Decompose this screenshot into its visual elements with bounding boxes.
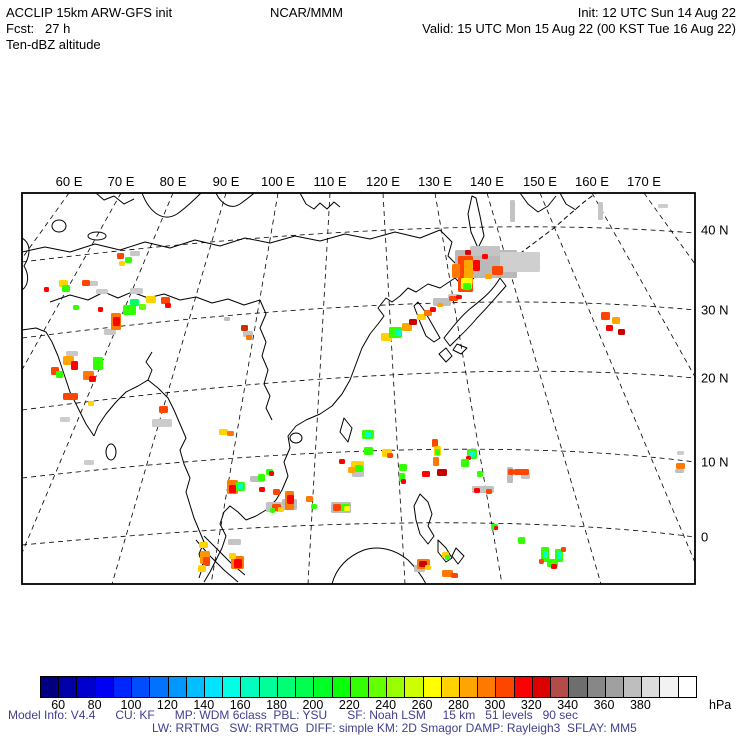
lon-label-100e: 100 E: [261, 174, 295, 189]
colorbar-cell-11: [240, 677, 258, 697]
parallel-0: [22, 523, 695, 545]
echo-blob: [113, 317, 120, 326]
echo-blob: [409, 319, 417, 325]
echo-blob: [445, 555, 450, 560]
model-info-line2: LW: RRTMG SW: RRTMG DIFF: simple KM: 2D Smagor DAMP: Rayleigh3 SFLAY: MM5: [152, 721, 637, 735]
meridian-60e: [0, 193, 69, 584]
colorbar-cell-35: [678, 677, 696, 697]
colorbar-cell-10: [222, 677, 240, 697]
echo-blob: [422, 471, 430, 477]
colorbar-cell-23: [459, 677, 477, 697]
echo-blob: [500, 252, 540, 272]
echo-blob: [432, 439, 438, 447]
echo-blob: [229, 553, 236, 559]
echo-blob: [130, 299, 139, 306]
echo-blob: [96, 289, 108, 294]
coast-sakhalin: [468, 196, 484, 248]
lon-label-150e: 150 E: [523, 174, 557, 189]
colorbar-tick-200: 200: [302, 698, 324, 712]
echo-blob: [601, 312, 610, 320]
coast-siberia-2: [216, 193, 254, 206]
echo-blob: [270, 508, 275, 513]
echo-blob: [387, 453, 393, 458]
echo-blob: [339, 459, 345, 464]
border-russia-china: [22, 230, 440, 252]
echo-blob: [430, 307, 436, 312]
echo-blob: [618, 329, 625, 335]
echo-blob: [241, 325, 248, 331]
meridian-70e: [0, 193, 121, 584]
echo-blob: [355, 465, 363, 472]
echo-blob: [119, 261, 125, 266]
echo-blob: [395, 330, 402, 336]
echo-blob: [73, 305, 79, 310]
echo-blob: [452, 264, 460, 278]
echo-blob: [425, 565, 431, 570]
echo-blob: [125, 257, 132, 263]
lon-label-160e: 160 E: [575, 174, 609, 189]
colorbar-tick-300: 300: [484, 698, 506, 712]
colorbar-cell-14: [295, 677, 313, 697]
echo-blob: [485, 274, 492, 279]
colorbar-cell-19: [386, 677, 404, 697]
colorbar-cell-31: [605, 677, 623, 697]
echo-blob: [89, 376, 96, 382]
field-title: Ten-dBZ altitude: [6, 37, 101, 52]
echo-blob: [93, 357, 103, 370]
echo-blob: [551, 564, 557, 569]
echo-blob: [557, 552, 562, 559]
colorbar-cell-29: [568, 677, 586, 697]
colorbar-tick-380: 380: [629, 698, 651, 712]
coast-india-west: [22, 328, 94, 436]
colorbar-cell-26: [514, 677, 532, 697]
echo-blob: [598, 202, 603, 220]
echo-blob: [514, 469, 529, 475]
coast-taiwan: [340, 418, 352, 442]
colorbar-cell-16: [332, 677, 350, 697]
border-indochina: [260, 300, 272, 420]
lon-label-170e: 170 E: [627, 174, 661, 189]
coast-shikoku: [453, 344, 467, 354]
grid-parallels: [22, 227, 695, 545]
valid-time: Valid: 15 UTC Mon 15 Aug 22 (00 KST Tue 16 Aug 22): [422, 21, 736, 36]
echo-blob: [494, 526, 498, 530]
colorbar: [40, 676, 697, 698]
colorbar-cell-32: [623, 677, 641, 697]
echo-blob: [344, 506, 350, 511]
echo-blob: [199, 542, 208, 548]
echo-blob: [165, 303, 171, 308]
echo-blob: [463, 283, 471, 290]
colorbar-cell-6: [149, 677, 167, 697]
colorbar-tick-80: 80: [87, 698, 102, 712]
coast-myanmar: [94, 380, 204, 578]
coast-okhotsk-2: [560, 193, 576, 210]
colorbar-cell-25: [495, 677, 513, 697]
lon-label-90e: 90 E: [212, 174, 240, 189]
echo-blob: [273, 489, 280, 495]
echo-blob: [510, 200, 515, 222]
echo-blob: [219, 429, 228, 435]
colorbar-tick-260: 260: [411, 698, 433, 712]
colorbar-cell-22: [441, 677, 459, 697]
echo-blob: [606, 325, 613, 331]
echo-blob: [333, 504, 341, 511]
lat-label-40n: 40 N: [701, 222, 729, 238]
echo-blob: [56, 371, 63, 378]
colorbar-tick-360: 360: [593, 698, 615, 712]
colorbar-cell-18: [368, 677, 386, 697]
echo-blob: [123, 305, 136, 315]
echo-blob: [62, 285, 70, 292]
echo-blob: [658, 204, 668, 208]
echo-blobs: [44, 200, 685, 578]
echo-blob: [401, 479, 406, 484]
colorbar-cell-9: [204, 677, 222, 697]
colorbar-cell-12: [259, 677, 277, 697]
colorbar-tick-60: 60: [51, 698, 66, 712]
echo-blob: [287, 495, 294, 504]
echo-blob: [60, 417, 70, 422]
echo-blob: [227, 431, 234, 436]
lat-label-20n: 20 N: [701, 370, 729, 386]
coast-philippines-2: [452, 548, 464, 564]
colorbar-cell-4: [113, 677, 131, 697]
echo-blob: [269, 471, 274, 476]
meridian-90e: [112, 193, 226, 584]
colorbar-tick-220: 220: [338, 698, 360, 712]
colorbar-cell-15: [313, 677, 331, 697]
echo-blob: [159, 406, 168, 413]
lon-label-130e: 130 E: [418, 174, 452, 189]
colorbar-tick-280: 280: [448, 698, 469, 712]
coast-korea: [414, 302, 440, 342]
echo-blob: [146, 296, 156, 303]
echo-blob: [539, 559, 544, 564]
init-time: Init: 12 UTC Sun 14 Aug 22: [577, 5, 736, 20]
echo-blob: [465, 250, 471, 255]
echo-blob: [492, 266, 503, 275]
echo-blob: [234, 559, 242, 568]
grid-meridians: [0, 193, 740, 584]
echo-blob: [82, 280, 90, 286]
colorbar-cell-5: [131, 677, 149, 697]
echo-blob: [437, 469, 447, 476]
lat-label-0: 0: [701, 529, 709, 545]
lat-label-30n: 30 N: [701, 302, 729, 318]
colorbar-cell-1: [58, 677, 76, 697]
colorbar-cell-28: [550, 677, 568, 697]
model-title: ACCLIP 15km ARW-GFS init: [6, 5, 173, 20]
colorbar-tick-140: 140: [193, 698, 215, 712]
colorbar-cell-30: [587, 677, 605, 697]
coast-hainan: [290, 433, 302, 443]
lon-label-140e: 140 E: [470, 174, 504, 189]
forecast-hour: Fcst: 27 h: [6, 21, 71, 36]
colorbar-cell-3: [95, 677, 113, 697]
echo-blob: [451, 573, 458, 578]
coast-siberia-3: [300, 193, 340, 209]
coast-luzon: [414, 494, 434, 544]
meridian-120e: [383, 193, 405, 584]
echo-blob: [203, 557, 210, 566]
coast-srilanka: [106, 444, 116, 460]
echo-blob: [238, 484, 243, 489]
colorbar-unit: hPa: [709, 698, 732, 712]
colorbar-tick-160: 160: [229, 698, 251, 712]
coast-okhotsk-1: [520, 193, 556, 212]
echo-blob: [130, 251, 140, 256]
meridian-80e: [9, 193, 173, 584]
echo-blob: [311, 504, 317, 509]
echo-blob: [229, 485, 236, 493]
coast-bangladesh: [146, 352, 152, 380]
echo-blob: [198, 565, 206, 572]
echo-blob: [477, 471, 483, 477]
echo-blob: [675, 469, 684, 473]
colorbar-tick-240: 240: [375, 698, 397, 712]
colorbar-cell-2: [76, 677, 94, 697]
echo-blob: [84, 460, 94, 465]
echo-blob: [543, 551, 548, 558]
colorbar-tick-320: 320: [520, 698, 542, 712]
echo-blob: [152, 419, 172, 427]
echo-blob: [306, 496, 313, 502]
echo-blob: [676, 463, 685, 469]
parallel-20n: [22, 371, 695, 410]
lat-label-10n: 10 N: [701, 454, 729, 470]
colorbar-cell-0: [41, 677, 58, 697]
colorbar-cell-8: [186, 677, 204, 697]
echo-blob: [98, 307, 103, 312]
echo-blob: [486, 489, 492, 494]
colorbar-cell-13: [277, 677, 295, 697]
coast-honshu: [444, 278, 506, 346]
colorbar-tick-340: 340: [557, 698, 579, 712]
colorbar-cell-20: [404, 677, 422, 697]
echo-blob: [117, 253, 124, 259]
echo-blob: [224, 317, 230, 321]
lon-label-60e: 60 E: [55, 174, 83, 189]
colorbar-cell-33: [641, 677, 659, 697]
lon-label-110e: 110 E: [313, 174, 347, 189]
colorbar-cell-34: [659, 677, 677, 697]
echo-blob: [612, 317, 620, 324]
coast-aral: [52, 220, 66, 232]
echo-blob: [677, 451, 684, 455]
center-name: NCAR/MMM: [270, 5, 343, 20]
lon-label-70e: 70 E: [107, 174, 135, 189]
echo-blob: [44, 287, 49, 292]
echo-blob: [437, 303, 443, 307]
meridian-170e: [644, 193, 740, 584]
echo-blob: [258, 474, 265, 481]
echo-blob: [482, 254, 488, 259]
echo-blob: [88, 401, 94, 406]
echo-blob: [508, 469, 514, 475]
echo-blob: [161, 297, 170, 304]
lon-label-80e: 80 E: [159, 174, 187, 189]
coast-borneo: [332, 548, 426, 584]
meridian-160e: [592, 193, 740, 584]
colorbar-tick-100: 100: [120, 698, 142, 712]
echo-blob: [278, 507, 284, 512]
echo-blob: [71, 361, 78, 370]
echo-blob: [348, 467, 355, 473]
echo-blob: [435, 449, 440, 455]
echo-blob: [130, 288, 143, 294]
coast-kyushu: [439, 348, 452, 362]
colorbar-tick-180: 180: [266, 698, 287, 712]
echo-blob: [139, 304, 146, 310]
colorbar-cell-24: [477, 677, 495, 697]
parallel-30n: [22, 302, 695, 338]
echo-blob: [66, 351, 78, 356]
colorbar-cell-27: [532, 677, 550, 697]
echo-blob: [259, 487, 265, 492]
echo-blob: [246, 335, 252, 340]
echo-blob: [474, 488, 480, 493]
echo-blob: [561, 547, 566, 552]
echo-blob: [456, 295, 462, 299]
echo-blob: [228, 539, 241, 545]
coast-caspian: [22, 238, 29, 290]
lon-label-120e: 120 E: [366, 174, 400, 189]
echo-blob: [433, 457, 439, 466]
echo-blob: [518, 537, 525, 544]
coast-top-left: [96, 193, 134, 204]
echo-blob: [399, 464, 407, 471]
map-frame: [22, 193, 695, 584]
colorbar-cell-7: [168, 677, 186, 697]
echo-blob: [473, 260, 480, 271]
model-info-line1: Model Info: V4.4 CU: KF MP: WDM 6class PBL: YSU SF: Noah LSM 15 km 51 levels 90 sec: [8, 708, 578, 722]
echo-blob: [365, 432, 371, 437]
echo-blob: [364, 447, 373, 455]
colorbar-cell-21: [423, 677, 441, 697]
echo-blob: [461, 459, 469, 467]
colorbar-tick-120: 120: [156, 698, 178, 712]
echo-blob: [63, 393, 78, 400]
colorbar-cell-17: [350, 677, 368, 697]
